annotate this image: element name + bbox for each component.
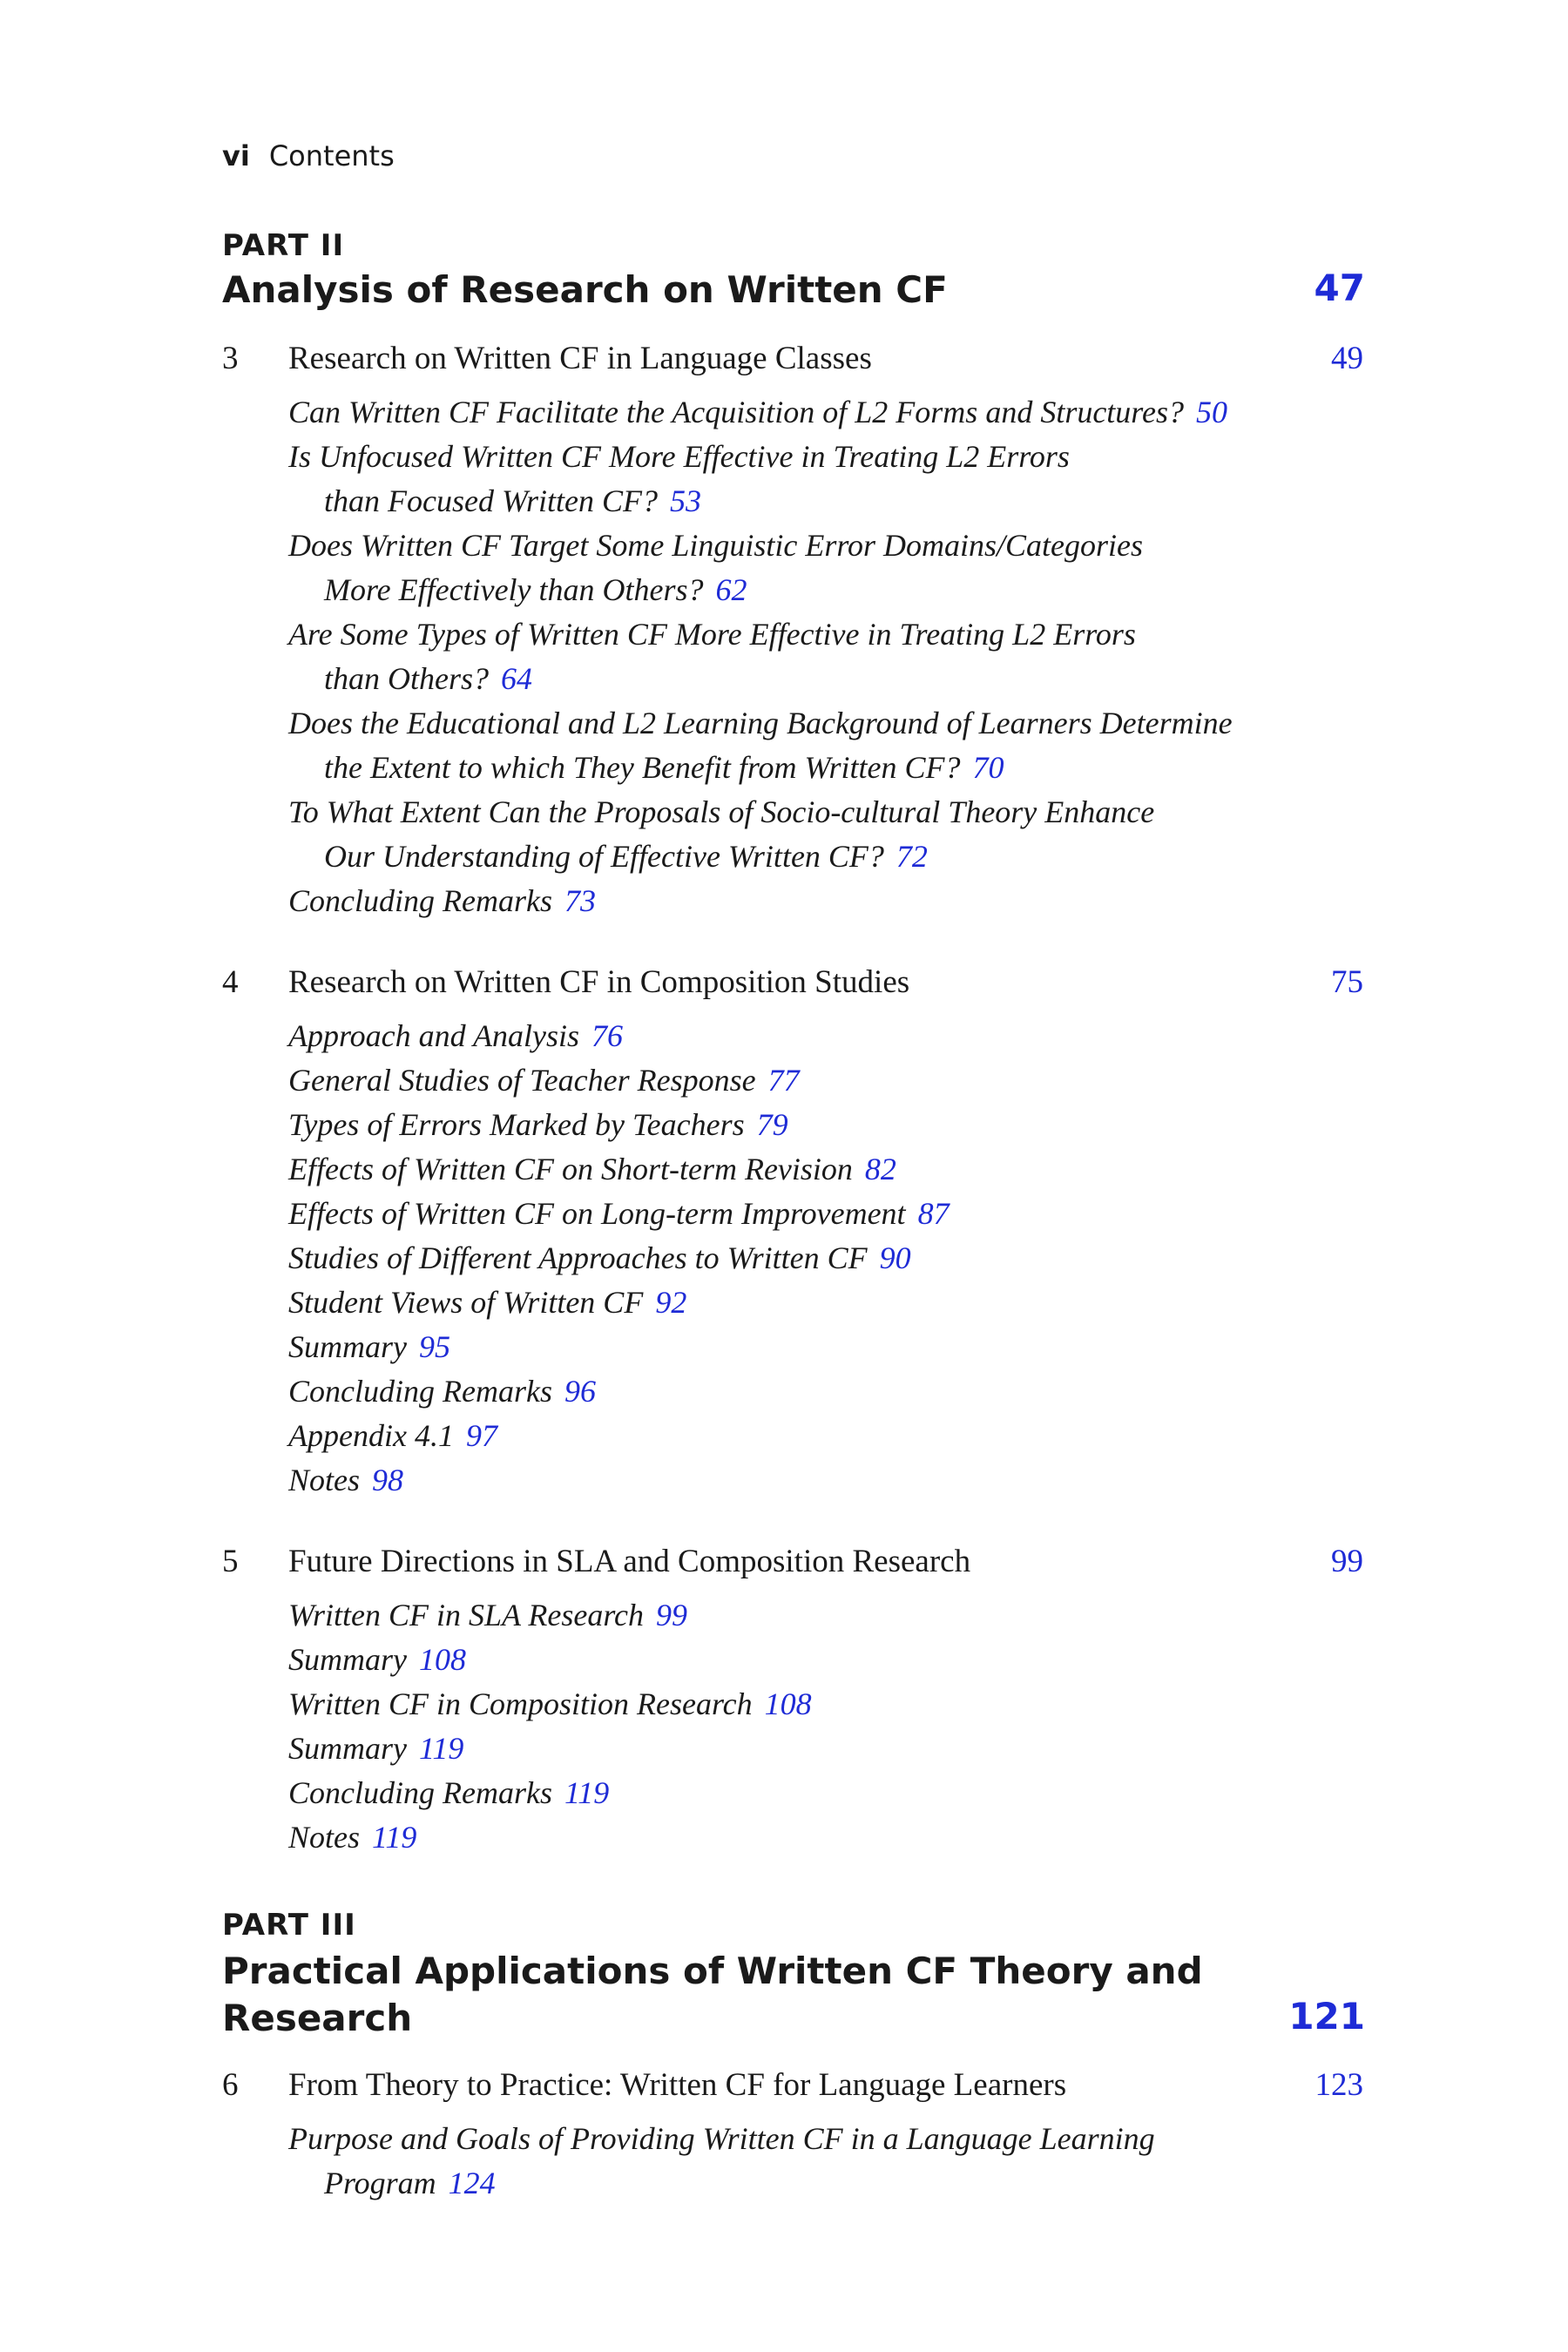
toc-section <box>288 1771 1334 1815</box>
chapter-number: 4 <box>222 964 239 1000</box>
section-page-link[interactable]: 90 <box>879 1240 911 1275</box>
section-page-link[interactable]: 70 <box>972 750 1004 785</box>
section-page-link[interactable]: 96 <box>564 1374 596 1409</box>
chapter-title: From Theory to Practice: Written CF for Language Learners <box>288 2067 1067 2103</box>
section-page-link[interactable]: 64 <box>501 661 532 696</box>
section-title: Summary <box>288 1731 407 1766</box>
part-label: PART II <box>222 228 345 263</box>
toc-section <box>288 1325 1334 1369</box>
section-title: Is Unfocused Written CF More Effective in Treating L2 Errors <box>288 439 1070 474</box>
toc-section <box>288 1369 1334 1414</box>
section-title: Appendix 4.1 <box>288 1418 454 1453</box>
toc-section <box>288 1458 1334 1503</box>
section-page-link[interactable]: 97 <box>465 1418 497 1453</box>
toc-section <box>288 390 1334 435</box>
section-title: Summary <box>288 1329 407 1364</box>
section-title: To What Extent Can the Proposals of Socio-cultural Theory Enhance <box>288 794 1155 829</box>
part-title <box>222 1948 1372 2042</box>
section-page-link[interactable]: 79 <box>756 1107 788 1142</box>
running-header <box>222 139 395 172</box>
toc-section <box>288 435 1334 524</box>
toc-section <box>288 1638 1334 1682</box>
chapter-page-link[interactable]: 99 <box>1331 1544 1363 1579</box>
toc-section <box>288 1014 1334 1058</box>
section-title: Can Written CF Facilitate the Acquisition of L2 Forms and Structures? <box>288 395 1184 429</box>
section-page-link[interactable]: 72 <box>896 839 928 874</box>
section-page-link[interactable]: 76 <box>591 1018 623 1053</box>
section-page-link[interactable]: 92 <box>655 1285 687 1320</box>
section-page-link[interactable]: 124 <box>448 2166 496 2200</box>
toc-section <box>288 524 1334 612</box>
section-page-link[interactable]: 50 <box>1195 395 1227 429</box>
toc-section <box>288 1593 1334 1638</box>
section-title: Written CF in SLA Research <box>288 1598 644 1632</box>
section-page-link[interactable]: 73 <box>564 883 596 918</box>
section-title: Notes <box>288 1463 361 1497</box>
section-title-continued: than Others? <box>324 661 489 696</box>
chapter-number: 3 <box>222 341 239 376</box>
section-page-link[interactable]: 119 <box>564 1775 610 1810</box>
section-title: Notes <box>288 1820 361 1855</box>
toc-section <box>288 1058 1334 1103</box>
section-page-link[interactable]: 119 <box>372 1820 417 1855</box>
toc-section <box>288 701 1334 790</box>
section-page-link[interactable]: 77 <box>767 1063 800 1098</box>
section-title-continued: than Focused Written CF? <box>324 483 658 518</box>
toc-section <box>288 1414 1334 1458</box>
section-title: Does the Educational and L2 Learning Background of Learners Determine <box>288 706 1233 740</box>
section-title: General Studies of Teacher Response <box>288 1063 756 1098</box>
section-page-link[interactable]: 62 <box>715 572 747 607</box>
toc-section <box>288 879 1334 923</box>
part-label: PART III <box>222 1908 356 1943</box>
section-title: Effects of Written CF on Short-term Revision <box>288 1152 853 1186</box>
chapter-title: Future Directions in SLA and Composition Research <box>288 1544 971 1579</box>
part-page-link[interactable]: 121 <box>1288 1995 1365 2038</box>
toc-section <box>288 2117 1334 2206</box>
toc-section <box>288 1103 1334 1147</box>
chapter-number: 6 <box>222 2067 239 2103</box>
section-title: Does Written CF Target Some Linguistic Error Domains/Categories <box>288 528 1144 563</box>
section-title: Concluding Remarks <box>288 1775 552 1810</box>
section-title: Concluding Remarks <box>288 883 552 918</box>
section-title: Summary <box>288 1642 407 1677</box>
section-page-link[interactable]: 108 <box>418 1642 466 1677</box>
section-title: Are Some Types of Written CF More Effective in Treating L2 Errors <box>288 617 1136 652</box>
section-title: Student Views of Written CF <box>288 1285 644 1320</box>
section-page-link[interactable]: 119 <box>418 1731 464 1766</box>
toc-section <box>288 1236 1334 1281</box>
section-title: Types of Errors Marked by Teachers <box>288 1107 745 1142</box>
chapter-title: Research on Written CF in Language Classes <box>288 341 872 376</box>
section-title-continued: the Extent to which They Benefit from Written CF? <box>324 750 961 785</box>
section-title: Purpose and Goals of Providing Written CF in a Language Learning <box>288 2121 1155 2156</box>
chapter-number: 5 <box>222 1544 239 1579</box>
section-title: Written CF in Composition Research <box>288 1686 753 1721</box>
section-title: Concluding Remarks <box>288 1374 552 1409</box>
section-title: Approach and Analysis <box>288 1018 579 1053</box>
section-title-continued: Our Understanding of Effective Written CF? <box>324 839 884 874</box>
toc-section <box>288 1147 1334 1192</box>
section-page-link[interactable]: 87 <box>917 1196 950 1231</box>
section-page-link[interactable]: 108 <box>764 1686 812 1721</box>
section-title-continued: More Effectively than Others? <box>324 572 704 607</box>
section-page-link[interactable]: 98 <box>372 1463 404 1497</box>
section-page-link[interactable]: 82 <box>864 1152 896 1186</box>
toc-section <box>288 1682 1334 1727</box>
toc-section <box>288 1727 1334 1771</box>
toc-section <box>288 1815 1334 1860</box>
part-title: Analysis of Research on Written CF <box>222 268 948 311</box>
section-page-link[interactable]: 95 <box>418 1329 450 1364</box>
part-title-line: Research <box>222 1997 413 2039</box>
section-title: Studies of Different Approaches to Written CF <box>288 1240 868 1275</box>
section-page-link[interactable]: 53 <box>669 483 701 518</box>
toc-section <box>288 612 1334 701</box>
chapter-page-link[interactable]: 75 <box>1331 964 1363 1000</box>
toc-section <box>288 1192 1334 1236</box>
toc-section <box>288 790 1334 879</box>
section-title: Effects of Written CF on Long-term Improvement <box>288 1196 906 1231</box>
page-folio: vi <box>222 139 250 172</box>
toc-section <box>288 1281 1334 1325</box>
part-page-link[interactable]: 47 <box>1314 267 1365 309</box>
chapter-page-link[interactable]: 123 <box>1315 2067 1363 2103</box>
section-page-link[interactable]: 99 <box>655 1598 687 1632</box>
section-title-continued: Program <box>324 2166 436 2200</box>
chapter-page-link[interactable]: 49 <box>1331 341 1363 376</box>
running-title: Contents <box>268 139 395 172</box>
part-title-line: Practical Applications of Written CF Theory and <box>222 1950 1203 1992</box>
chapter-title: Research on Written CF in Composition Studies <box>288 964 910 1000</box>
